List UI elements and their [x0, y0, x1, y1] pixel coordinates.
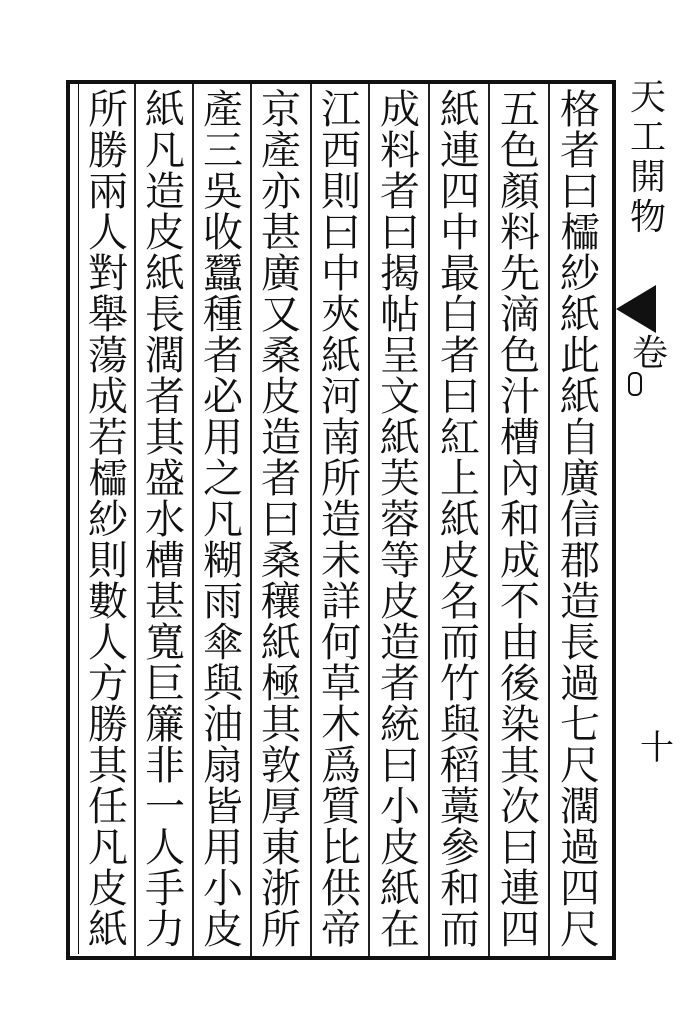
column-char: 江: [321, 87, 361, 133]
column-char: 傘: [203, 620, 243, 666]
column-char: 皮: [380, 579, 420, 625]
column-rule: [310, 84, 312, 956]
column-char: 其: [145, 415, 185, 461]
column-char: 桑: [261, 333, 301, 379]
text-column-2: [492, 86, 548, 954]
column-char: 竹: [440, 661, 480, 707]
frame-left-inner-line: [78, 84, 79, 954]
column-char: 紅: [440, 415, 480, 461]
column-char: 所: [321, 456, 361, 502]
column-char: 又: [261, 292, 301, 338]
column-char: 皮: [145, 210, 185, 256]
column-char: 收: [203, 210, 243, 256]
column-char: 蠶: [203, 251, 243, 297]
column-char: 產: [203, 87, 243, 133]
column-char: 曰: [500, 825, 540, 871]
column-char: 比: [321, 825, 361, 871]
column-char: 用: [203, 825, 243, 871]
column-char: 人: [145, 825, 185, 871]
column-char: 產: [261, 128, 301, 174]
column-char: 後: [500, 661, 540, 707]
column-char: 則: [88, 538, 128, 584]
column-char: 和: [500, 497, 540, 543]
column-char: 何: [321, 620, 361, 666]
column-char: 名: [440, 579, 480, 625]
column-char: 成: [88, 374, 128, 420]
column-char: 次: [500, 784, 540, 830]
column-char: 小: [380, 784, 420, 830]
column-char: 紙: [145, 87, 185, 133]
column-char: 櫺: [560, 210, 600, 256]
column-char: 人: [88, 210, 128, 256]
column-char: 呈: [380, 333, 420, 379]
column-char: 其: [500, 743, 540, 789]
margin-title-char: 工: [630, 117, 667, 158]
column-char: 料: [380, 128, 420, 174]
text-column-7: [195, 86, 251, 954]
column-char: 稻: [440, 743, 480, 789]
folio-number: 十: [640, 728, 674, 768]
column-char: 簾: [145, 702, 185, 748]
column-char: 種: [203, 292, 243, 338]
column-char: 西: [321, 128, 361, 174]
column-char: 內: [500, 456, 540, 502]
column-char: 白: [440, 292, 480, 338]
column-char: 皮: [440, 538, 480, 584]
column-char: 者: [203, 333, 243, 379]
column-char: 五: [500, 87, 540, 133]
column-char: 厚: [261, 784, 301, 830]
margin-title-char: 物: [630, 197, 667, 238]
column-char: 在: [380, 907, 420, 953]
column-char: 染: [500, 702, 540, 748]
column-char: 曰: [380, 210, 420, 256]
column-char: 滴: [500, 292, 540, 338]
column-char: 揭: [380, 251, 420, 297]
column-char: 統: [380, 702, 420, 748]
column-char: 格: [560, 87, 600, 133]
frame-right-border: [612, 80, 616, 960]
column-char: 寬: [145, 620, 185, 666]
column-char: 和: [440, 866, 480, 912]
column-char: 凡: [203, 497, 243, 543]
column-char: 者: [380, 169, 420, 215]
column-char: 廣: [560, 456, 600, 502]
column-char: 扇: [203, 743, 243, 789]
margin-title-char: 天: [630, 77, 667, 118]
column-char: 皮: [88, 866, 128, 912]
column-char: 水: [145, 497, 185, 543]
column-char: 之: [203, 456, 243, 502]
column-char: 四: [440, 169, 480, 215]
margin-title-char: 開: [630, 157, 667, 198]
column-char: 河: [321, 374, 361, 420]
column-char: 桑: [261, 538, 301, 584]
column-char: 連: [500, 866, 540, 912]
column-char: 造: [380, 620, 420, 666]
column-char: 中: [321, 251, 361, 297]
column-char: 極: [261, 661, 301, 707]
column-char: 信: [560, 497, 600, 543]
text-column-5: [313, 86, 369, 954]
column-char: 者: [261, 456, 301, 502]
column-char: 小: [203, 866, 243, 912]
column-char: 芙: [380, 456, 420, 502]
column-char: 紙: [560, 292, 600, 338]
column-char: 槽: [500, 415, 540, 461]
column-char: 槽: [145, 538, 185, 584]
column-char: 過: [560, 661, 600, 707]
column-char: 油: [203, 702, 243, 748]
column-char: 最: [440, 251, 480, 297]
column-char: 舉: [88, 292, 128, 338]
column-char: 南: [321, 415, 361, 461]
column-char: 先: [500, 251, 540, 297]
column-char: 蓉: [380, 497, 420, 543]
column-char: 由: [500, 620, 540, 666]
column-char: 未: [321, 538, 361, 584]
column-rule: [488, 84, 490, 956]
column-rule: [428, 84, 430, 956]
column-char: 紙: [380, 866, 420, 912]
column-char: 尺: [560, 743, 600, 789]
column-char: 人: [88, 620, 128, 666]
column-char: 者: [560, 128, 600, 174]
column-char: 皆: [203, 784, 243, 830]
column-char: 七: [560, 702, 600, 748]
column-char: 紙: [145, 251, 185, 297]
column-char: 勝: [88, 128, 128, 174]
column-char: 櫺: [88, 456, 128, 502]
column-char: 方: [88, 661, 128, 707]
column-char: 一: [145, 784, 185, 830]
column-char: 巨: [145, 661, 185, 707]
column-char: 成: [380, 87, 420, 133]
column-char: 穰: [261, 579, 301, 625]
text-column-9: [80, 86, 136, 954]
column-char: 紙: [261, 620, 301, 666]
column-rule: [548, 84, 550, 956]
text-column-8: [137, 86, 193, 954]
column-char: 者: [145, 374, 185, 420]
column-char: 色: [500, 333, 540, 379]
column-char: 爲: [321, 743, 361, 789]
column-char: 帖: [380, 292, 420, 338]
column-char: 紙: [440, 497, 480, 543]
column-char: 紙: [380, 415, 420, 461]
column-char: 連: [440, 128, 480, 174]
column-char: 此: [560, 333, 600, 379]
text-column-1: [552, 86, 608, 954]
column-char: 亦: [261, 169, 301, 215]
column-char: 造: [560, 579, 600, 625]
column-char: 紙: [440, 87, 480, 133]
column-char: 而: [440, 907, 480, 953]
column-char: 長: [145, 292, 185, 338]
column-char: 三: [203, 128, 243, 174]
column-char: 勝: [88, 702, 128, 748]
column-char: 則: [321, 169, 361, 215]
column-char: 吳: [203, 169, 243, 215]
column-char: 紗: [560, 251, 600, 297]
frame-left-border: [66, 80, 70, 960]
column-char: 其: [88, 743, 128, 789]
column-char: 非: [145, 743, 185, 789]
column-char: 曰: [261, 497, 301, 543]
text-column-6: [253, 86, 309, 954]
column-char: 自: [560, 415, 600, 461]
column-char: 質: [321, 784, 361, 830]
column-char: 者: [440, 333, 480, 379]
column-char: 濶: [560, 784, 600, 830]
column-char: 顏: [500, 169, 540, 215]
column-char: 尺: [560, 907, 600, 953]
column-char: 中: [440, 210, 480, 256]
margin-section-char: 卷: [632, 333, 669, 374]
column-char: 料: [500, 210, 540, 256]
column-char: 所: [261, 907, 301, 953]
column-char: 曰: [321, 210, 361, 256]
column-char: 甚: [145, 579, 185, 625]
column-char: 供: [321, 866, 361, 912]
column-char: 與: [440, 702, 480, 748]
column-char: 必: [203, 374, 243, 420]
column-char: 曰: [560, 169, 600, 215]
column-char: 浙: [261, 866, 301, 912]
column-char: 雨: [203, 579, 243, 625]
column-char: 京: [261, 87, 301, 133]
column-char: 過: [560, 825, 600, 871]
column-char: 手: [145, 866, 185, 912]
column-char: 任: [88, 784, 128, 830]
column-char: 糊: [203, 538, 243, 584]
column-char: 皮: [203, 907, 243, 953]
column-char: 紙: [321, 333, 361, 379]
column-char: 郡: [560, 538, 600, 584]
frame-bottom-border: [70, 956, 616, 960]
column-char: 不: [500, 579, 540, 625]
column-char: 紗: [88, 497, 128, 543]
column-char: 曰: [440, 374, 480, 420]
column-char: 凡: [145, 128, 185, 174]
column-char: 皮: [380, 825, 420, 871]
column-char: 木: [321, 702, 361, 748]
center-fold-margin: [618, 77, 678, 960]
column-char: 參: [440, 825, 480, 871]
text-column-4: [372, 86, 428, 954]
column-char: 帝: [321, 907, 361, 953]
text-column-3: [432, 86, 488, 954]
column-char: 而: [440, 620, 480, 666]
column-char: 等: [380, 538, 420, 584]
column-char: 藁: [440, 784, 480, 830]
column-char: 紙: [88, 907, 128, 953]
column-char: 廣: [261, 251, 301, 297]
column-char: 造: [261, 415, 301, 461]
column-char: 其: [261, 702, 301, 748]
column-char: 數: [88, 579, 128, 625]
fishtail-mark: [616, 285, 656, 333]
column-char: 與: [203, 661, 243, 707]
column-char: 甚: [261, 210, 301, 256]
column-char: 汁: [500, 374, 540, 420]
column-char: 若: [88, 415, 128, 461]
column-char: 紙: [560, 374, 600, 420]
column-char: 色: [500, 128, 540, 174]
column-char: 夾: [321, 292, 361, 338]
column-char: 文: [380, 374, 420, 420]
column-char: 造: [321, 497, 361, 543]
column-char: 詳: [321, 579, 361, 625]
frame-top-border: [66, 80, 616, 84]
column-char: 者: [380, 661, 420, 707]
column-char: 成: [500, 538, 540, 584]
column-char: 所: [88, 87, 128, 133]
column-char: 力: [145, 907, 185, 953]
column-char: 濶: [145, 333, 185, 379]
column-char: 東: [261, 825, 301, 871]
column-char: 敦: [261, 743, 301, 789]
column-char: 凡: [88, 825, 128, 871]
column-char: 皮: [261, 374, 301, 420]
column-char: 長: [560, 620, 600, 666]
column-char: 蕩: [88, 333, 128, 379]
column-char: 盛: [145, 456, 185, 502]
column-char: 四: [500, 907, 540, 953]
column-char: 造: [145, 169, 185, 215]
fishtail-ornament: [628, 372, 642, 396]
column-char: 曰: [380, 743, 420, 789]
column-char: 用: [203, 415, 243, 461]
column-char: 對: [88, 251, 128, 297]
column-char: 四: [560, 866, 600, 912]
column-char: 兩: [88, 169, 128, 215]
column-char: 草: [321, 661, 361, 707]
column-char: 上: [440, 456, 480, 502]
